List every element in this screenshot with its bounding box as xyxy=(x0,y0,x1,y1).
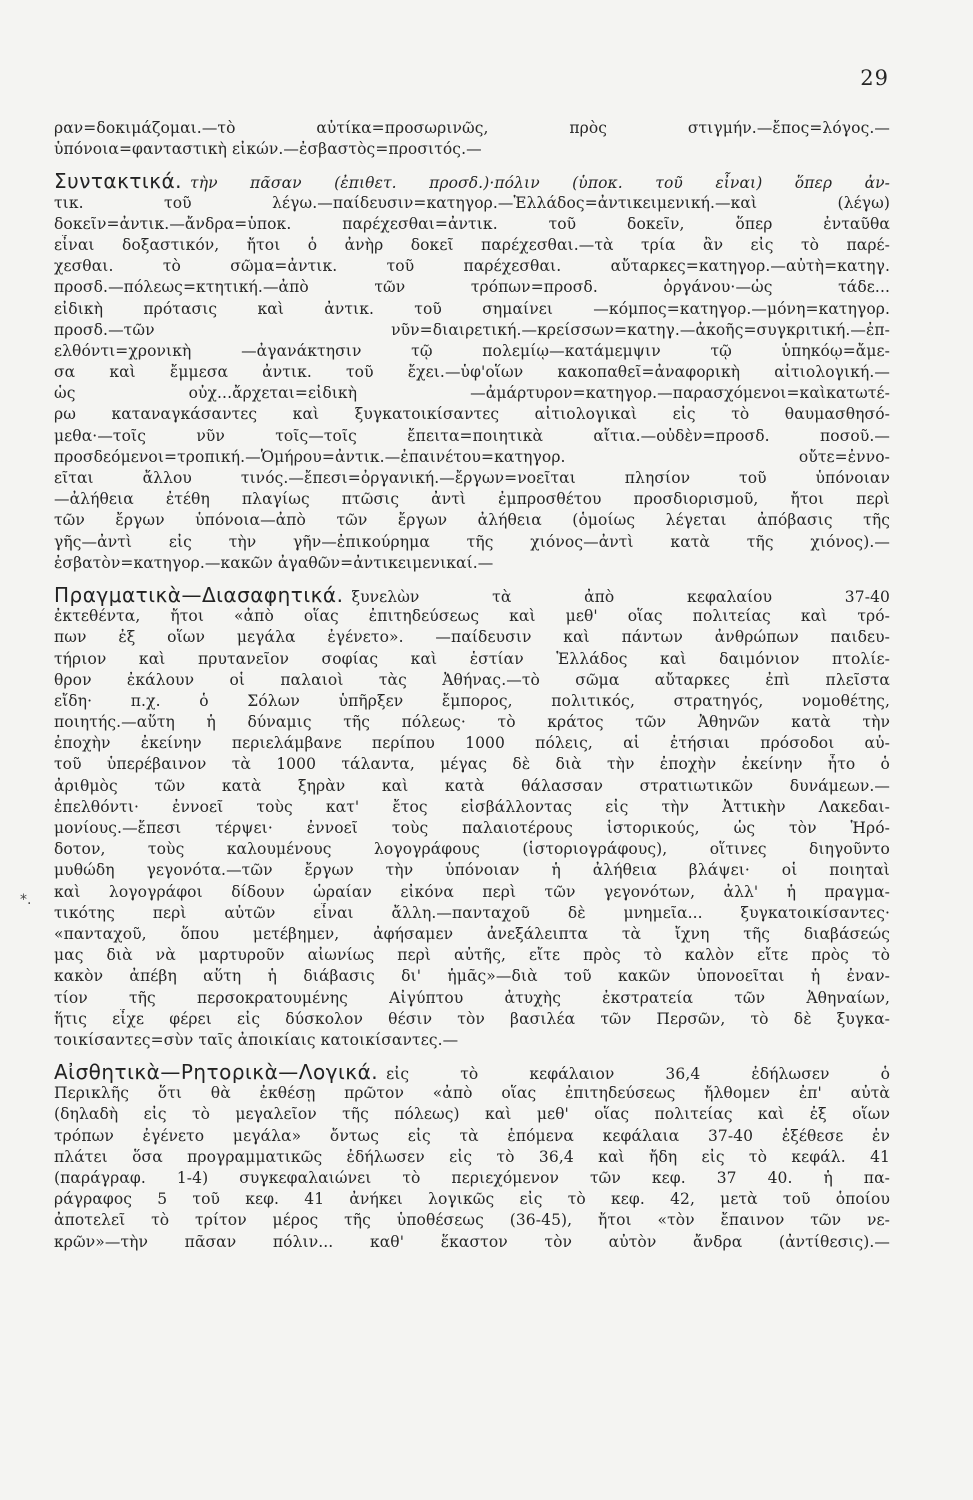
text-line: προσδεόμενοι=τροπική.—Ὁμήρου=ἀντικ.—ἐπαινέτου=κατηγορ. οὔτε=ἐννο- xyxy=(54,447,890,466)
text-line: τικότης περὶ αὐτῶν εἶναι ἄλλη.—πανταχοῦ δὲ μνημεῖα... ξυγκατοικίσαντες· xyxy=(54,903,890,922)
text-line: εῖται ἄλλου τινός.—ἔπεσι=ὀργανική.—ἔργων=νοεῖται πλησίον τοῦ ὑπόνοιαν xyxy=(54,469,890,487)
text-run: ξυνελὼν τὰ ἀπὸ κεφαλαίου 37-40 xyxy=(351,587,890,606)
text-line: εἰδικὴ πρότασις καὶ ἀντικ. τοῦ σημαίνει —κόμπος=κατηγορ.—μόνη=κατηγορ. xyxy=(54,299,890,318)
text-line: θρον ἐκάλουν οἱ παλαιοὶ τὰς Ἀθήνας.—τὸ σῶμα αὔταρκες ἐπὶ πλεῖστα xyxy=(54,670,890,689)
text-line: ράγραφος 5 τοῦ κεφ. 41 ἀνήκει λογικῶς εἰς τὸ κεφ. 42, μετὰ τοῦ ὁποίου xyxy=(54,1190,890,1209)
text-line: κακὸν ἀπέβη αὕτη ἡ διάβασις δι' ἡμᾶς»—διὰ τοῦ κακῶν ὑπονοεῖται ἡ ἐναν- xyxy=(54,967,890,986)
text-line: ρω καταναγκάσαντες καὶ ξυγκατοικίσαντες αἰτιολογικαὶ εἰς τὸ θαυμασθησό- xyxy=(54,405,890,424)
text-line: ἐποχὴν ἐκείνην περιελάμβανε περίπου 1000 πόλεις, αἱ ἐτήσιαι πρόσοδοι αὐ- xyxy=(54,734,890,753)
section-factual xyxy=(54,585,890,1051)
page-number: 29 xyxy=(860,66,889,90)
section-heading: Συντακτικά. xyxy=(54,171,183,193)
text-line: τίον τῆς περσοκρατουμένης Αἰγύπτου ἀτυχὴς ἐκστρατεία τῶν Ἀθηναίων, xyxy=(54,988,890,1007)
text-line: ἥτις εἶχε φέρει εἰς δύσκολον θέσιν τὸν βασιλέα τῶν Περσῶν, τὸ δὲ ξυγκα- xyxy=(54,1009,890,1028)
text-line: εἴδη· π.χ. ὁ Σόλων ὑπῆρξεν ἔμπορος, πολιτικός, στρατηγός, νομοθέτης, xyxy=(54,691,890,710)
text-line: κρῶν»—τὴν πᾶσαν πόλιν... καθ' ἕκαστον τὸν αὐτὸν ἄνδρα (ἀντίθεσις).— xyxy=(54,1232,890,1251)
text-line xyxy=(54,585,890,606)
text-line: ραν=δοκιμάζομαι.—τὸ αὐτίκα=προσωρινῶς, πρὸς στιγμήν.—ἔπος=λόγος.— xyxy=(54,119,890,137)
text-line: πλάτει ὅσα προγραμματικῶς ἐδήλωσεν εἰς τὸ 36,4 καὶ ἤδη εἰς τὸ κεφάλ. 41 xyxy=(54,1147,890,1166)
page-body xyxy=(54,118,890,1253)
text-line: «πανταχοῦ, ὅπου μετέβημεν, ἀφήσαμεν ἀνεξάλειπτα τὰ ἴχνη τῆς διαβάσεώς xyxy=(54,924,890,943)
text-line: ὑπόνοια=φανταστικὴ εἰκών.—ἐσβαστὸς=προσιτός.— xyxy=(54,140,482,159)
text-line: ἀποτελεῖ τὸ τρίτον μέρος τῆς ὑποθέσεως (36-45), ἤτοι «τὸν ἔπαινον τῶν νε- xyxy=(54,1211,890,1230)
section-aesthetic xyxy=(54,1062,890,1253)
text-line: προσδ.—πόλεως=κτητική.—ἀπὸ τῶν τρόπων=προσδ. ὀργάνου·—ὡς τάδε... xyxy=(54,278,890,297)
text-line: χεσθαι. τὸ σῶμα=ἀντικ. τοῦ παρέχεσθαι. αὔταρκες=κατηγορ.—αὐτὴ=κατηγ. xyxy=(54,257,890,276)
text-line xyxy=(54,171,890,192)
text-line: τήριον καὶ πρυτανεῖον σοφίας καὶ ἑστίαν Ἑλλάδος καὶ δαιμόνιον πτολίε- xyxy=(54,649,890,668)
text-line: δοκεῖν=ἀντικ.—ἄνδρα=ὑποκ. παρέχεσθαι=ἀντικ. τοῦ δοκεῖν, ὅπερ ἐνταῦθα xyxy=(54,214,890,233)
text-line: μυθώδη γεγονότα.—τῶν ἔργων τὴν ὑπόνοιαν ἡ ἀλήθεια βλάψει· οἱ ποιηταὶ xyxy=(54,861,890,880)
text-line: μεθα·—τοῖς νῦν τοῖς—τοῖς ἔπειτα=ποιητικὰ αἴτια.—οὐδὲν=προσδ. ποσοῦ.— xyxy=(54,426,890,445)
text-line: ὡς οὐχ...ἄρχεται=εἰδικὴ —ἀμάρτυρον=κατηγορ.—παρασχόμενοι=καὶκατωτέ- xyxy=(54,384,890,403)
text-line: ἐσβατὸν=κατηγορ.—κακῶν ἀγαθῶν=ἀντικειμενικαί.— xyxy=(54,553,494,572)
text-line: δοτον, τοὺς καλουμένους λογογράφους (ἱστοριογράφους), οἵτινες διηγοῦντο xyxy=(54,840,890,859)
text-line: Περικλῆς ὅτι θὰ ἐκθέσῃ πρῶτον «ἀπὸ οἵας ἐπιτηδεύσεως ἤλθομεν ἐπ' αὐτὰ xyxy=(54,1084,890,1103)
text-line: ἐπελθόντι· ἐννοεῖ τοὺς κατ' ἔτος εἰσβάλλοντας εἰς τὴν Ἀττικὴν Λακεδαι- xyxy=(54,797,890,816)
text-line xyxy=(54,1062,890,1083)
margin-mark: *. xyxy=(20,892,32,908)
text-line: εἶναι δοξαστικόν, ἤτοι ὁ ἀνὴρ δοκεῖ παρέχεσθαι.—τὰ τρία ἂν εἰς τὸ παρέ- xyxy=(54,235,890,254)
text-line: (δηλαδὴ εἰς τὸ μεγαλεῖον τῆς πόλεως) καὶ μεθ' οἵας πολιτείας καὶ ἐξ οἵων xyxy=(54,1105,890,1124)
text-line: πων ἐξ οἵων μεγάλα ἐγένετο». —παίδευσιν καὶ πάντων ἀνθρώπων παιδευ- xyxy=(54,628,890,647)
text-line: ἀριθμὸς τῶν κατὰ ξηρὰν καὶ κατὰ θάλασσαν στρατιωτικῶν δυνάμεων.— xyxy=(54,776,890,795)
text-line: μας διὰ νὰ μαρτυροῦν αἰωνίως περὶ αὐτῆς, εἴτε πρὸς τὸ καλὸν εἴτε πρὸς τὸ xyxy=(54,946,890,965)
section-heading: Αἰσθητικὰ—Ρητορικὰ—Λογικά. xyxy=(54,1062,379,1084)
text-line: τικ. τοῦ λέγω.—παίδευσιν=κατηγορ.—Ἑλλάδος=ἀντικειμενική.—καὶ (λέγω) xyxy=(54,193,890,212)
text-run: εἰς τὸ κεφάλαιον 36,4 ἐδήλωσεν ὁ xyxy=(386,1065,890,1084)
text-line: (παράγραφ. 1-4) συγκεφαλαιώνει τὸ περιεχόμενον τῶν κεφ. 37 40. ἡ πα- xyxy=(54,1169,890,1187)
text-line: τῶν ἔργων ὑπόνοια—ἀπὸ τῶν ἔργων ἀλήθεια (ὁμοίως λέγεται ἀπόβασις τῆς xyxy=(54,511,890,530)
text-line: τοῦ ὑπερέβαινον τὰ 1000 τάλαντα, μέγας δὲ διὰ τὴν ἐποχὴν ἐκείνην ἦτο ὁ xyxy=(54,755,890,774)
text-line: σα καὶ ἔμμεσα ἀντικ. τοῦ ἔχει.—ὑφ'οἵων κακοπαθεῖ=ἀναφορικὴ αἰτιολογική.— xyxy=(54,363,890,382)
text-line: τρόπων ἐγένετο μεγάλα» ὄντως εἰς τὰ ἑπόμενα κεφάλαια 37-40 ἐξέθεσε ἐν xyxy=(54,1126,890,1145)
text-line: ελθόντι=χρονικὴ —ἀγανάκτησιν τῷ πολεμίῳ—κατάμεμψιν τῷ ὑπηκόῳ=ἄμε- xyxy=(54,341,890,360)
section-syntactic xyxy=(54,171,890,574)
section-heading: Πραγματικὰ—Διασαφητικά. xyxy=(54,584,344,607)
text-line: ἐκτεθέντα, ἤτοι «ἀπὸ οἵας ἐπιτηδεύσεως καὶ μεθ' οἵας πολιτείας καὶ τρό- xyxy=(54,607,890,626)
text-line: —ἀλήθεια ἐτέθη πλαγίως πτῶσις ἀντὶ ἐμπροσθέτου προσδιορισμοῦ, ἤτοι περὶ xyxy=(54,490,890,509)
text-line: καὶ λογογράφοι δίδουν ὡραίαν εἰκόνα περὶ τῶν γεγονότων, ἀλλ' ἡ πραγμα- xyxy=(54,882,890,901)
text-line: γῆς—ἀντὶ εἰς τὴν γῆν—ἐπικούρημα τῆς χιόνος—ἀντὶ κατὰ τῆς χιόνος).— xyxy=(54,532,890,551)
text-line: τοικίσαντες=σὺν ταῖς ἀποικίαις κατοικίσαντες.— xyxy=(54,1030,459,1049)
text-line: μονίους.—ἔπεσι τέρψει· ἐννοεῖ τοὺς παλαιοτέρους ἱστορικούς, ὡς τὸν Ἡρό- xyxy=(54,819,890,837)
text-run: τὴν πᾶσαν (ἐπιθετ. προσδ.)·πόλιν (ὑποκ. τοῦ εἶναι) ὅπερ ἀν- xyxy=(190,174,890,193)
text-line: ποιητής.—αὕτη ἡ δύναμις τῆς πόλεως· τὸ κράτος τῶν Ἀθηνῶν κατὰ τὴν xyxy=(54,713,890,732)
text-line: προσδ.—τῶν νῦν=διαιρετική.—κρείσσων=κατηγ.—ἀκοῆς=συγκριτική.—ἐπ- xyxy=(54,320,890,339)
